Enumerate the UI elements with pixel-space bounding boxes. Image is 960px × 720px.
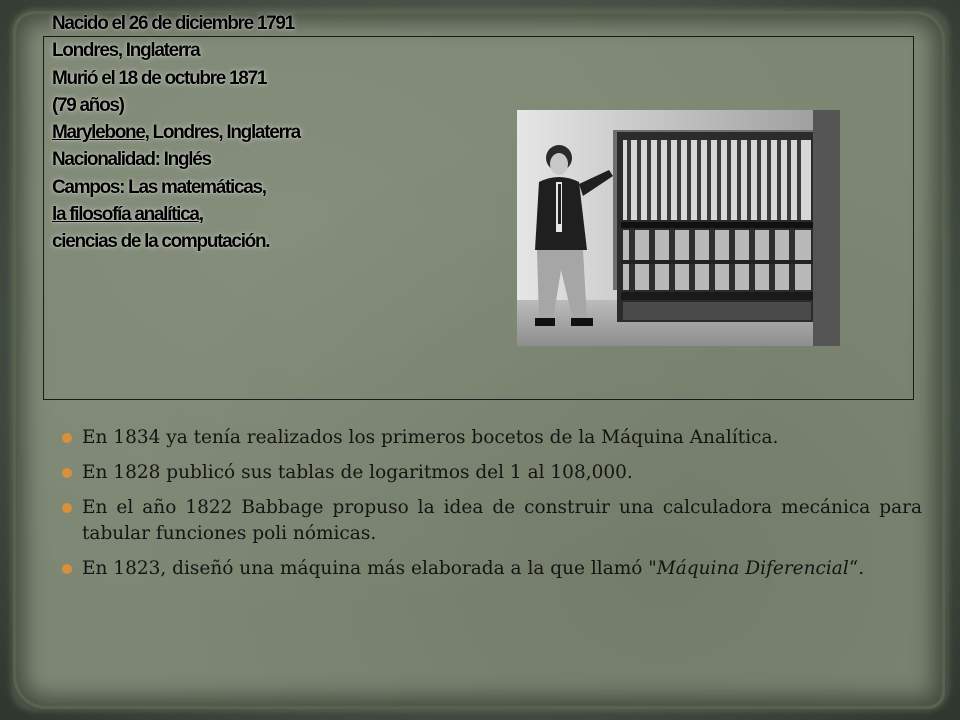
age-at-death: (79 años) <box>52 94 124 116</box>
death-place-rest: , Londres, Inglaterra <box>144 122 300 144</box>
fields-computing: ciencias de la computación. <box>52 231 270 253</box>
fact-1834: En 1834 ya tenía realizados los primeros bocetos de la Máquina Analítica. <box>82 427 779 448</box>
analytic-philosophy-link[interactable]: la filosofía analítica <box>52 204 199 226</box>
fields-label: Campos: Las matemáticas, <box>52 176 266 198</box>
difference-engine-term: Máquina Diferencial <box>656 557 849 579</box>
nationality: Nacionalidad: Inglés <box>52 149 211 171</box>
marylebone-link[interactable]: Marylebone <box>52 122 145 144</box>
fact-1828: En 1828 publicó sus tablas de logaritmos del 1 al 108,000. <box>82 462 633 483</box>
bullet-icon <box>62 468 72 478</box>
fact-1822: En el año 1822 Babbage propuso la idea de construir una calculadora mecánica para tabular funciones poli nómicas. <box>82 497 922 544</box>
list-item <box>62 460 922 486</box>
death-place <box>52 119 512 146</box>
facts-list <box>62 425 922 591</box>
list-item <box>62 556 922 582</box>
bullet-icon <box>62 503 72 513</box>
death-date: Murió el 18 de octubre 1871 <box>52 67 267 89</box>
bullet-icon <box>62 433 72 443</box>
babbage-engine-photo <box>517 110 840 346</box>
fact-1823-before: En 1823, diseñó una máquina más elaborada a la que llamó " <box>82 557 657 579</box>
biography-info <box>52 10 512 256</box>
list-item <box>62 425 922 451</box>
fields-philosophy <box>52 201 512 228</box>
list-item <box>62 495 922 546</box>
birth-place: Londres, Inglaterra <box>52 40 200 62</box>
fact-1823-after: “. <box>848 557 865 579</box>
bullet-icon <box>62 564 72 574</box>
photo-illustration <box>517 110 840 346</box>
fields-philosophy-comma: , <box>198 204 203 226</box>
birth-date: Nacido el 26 de diciembre 1791 <box>52 13 294 34</box>
